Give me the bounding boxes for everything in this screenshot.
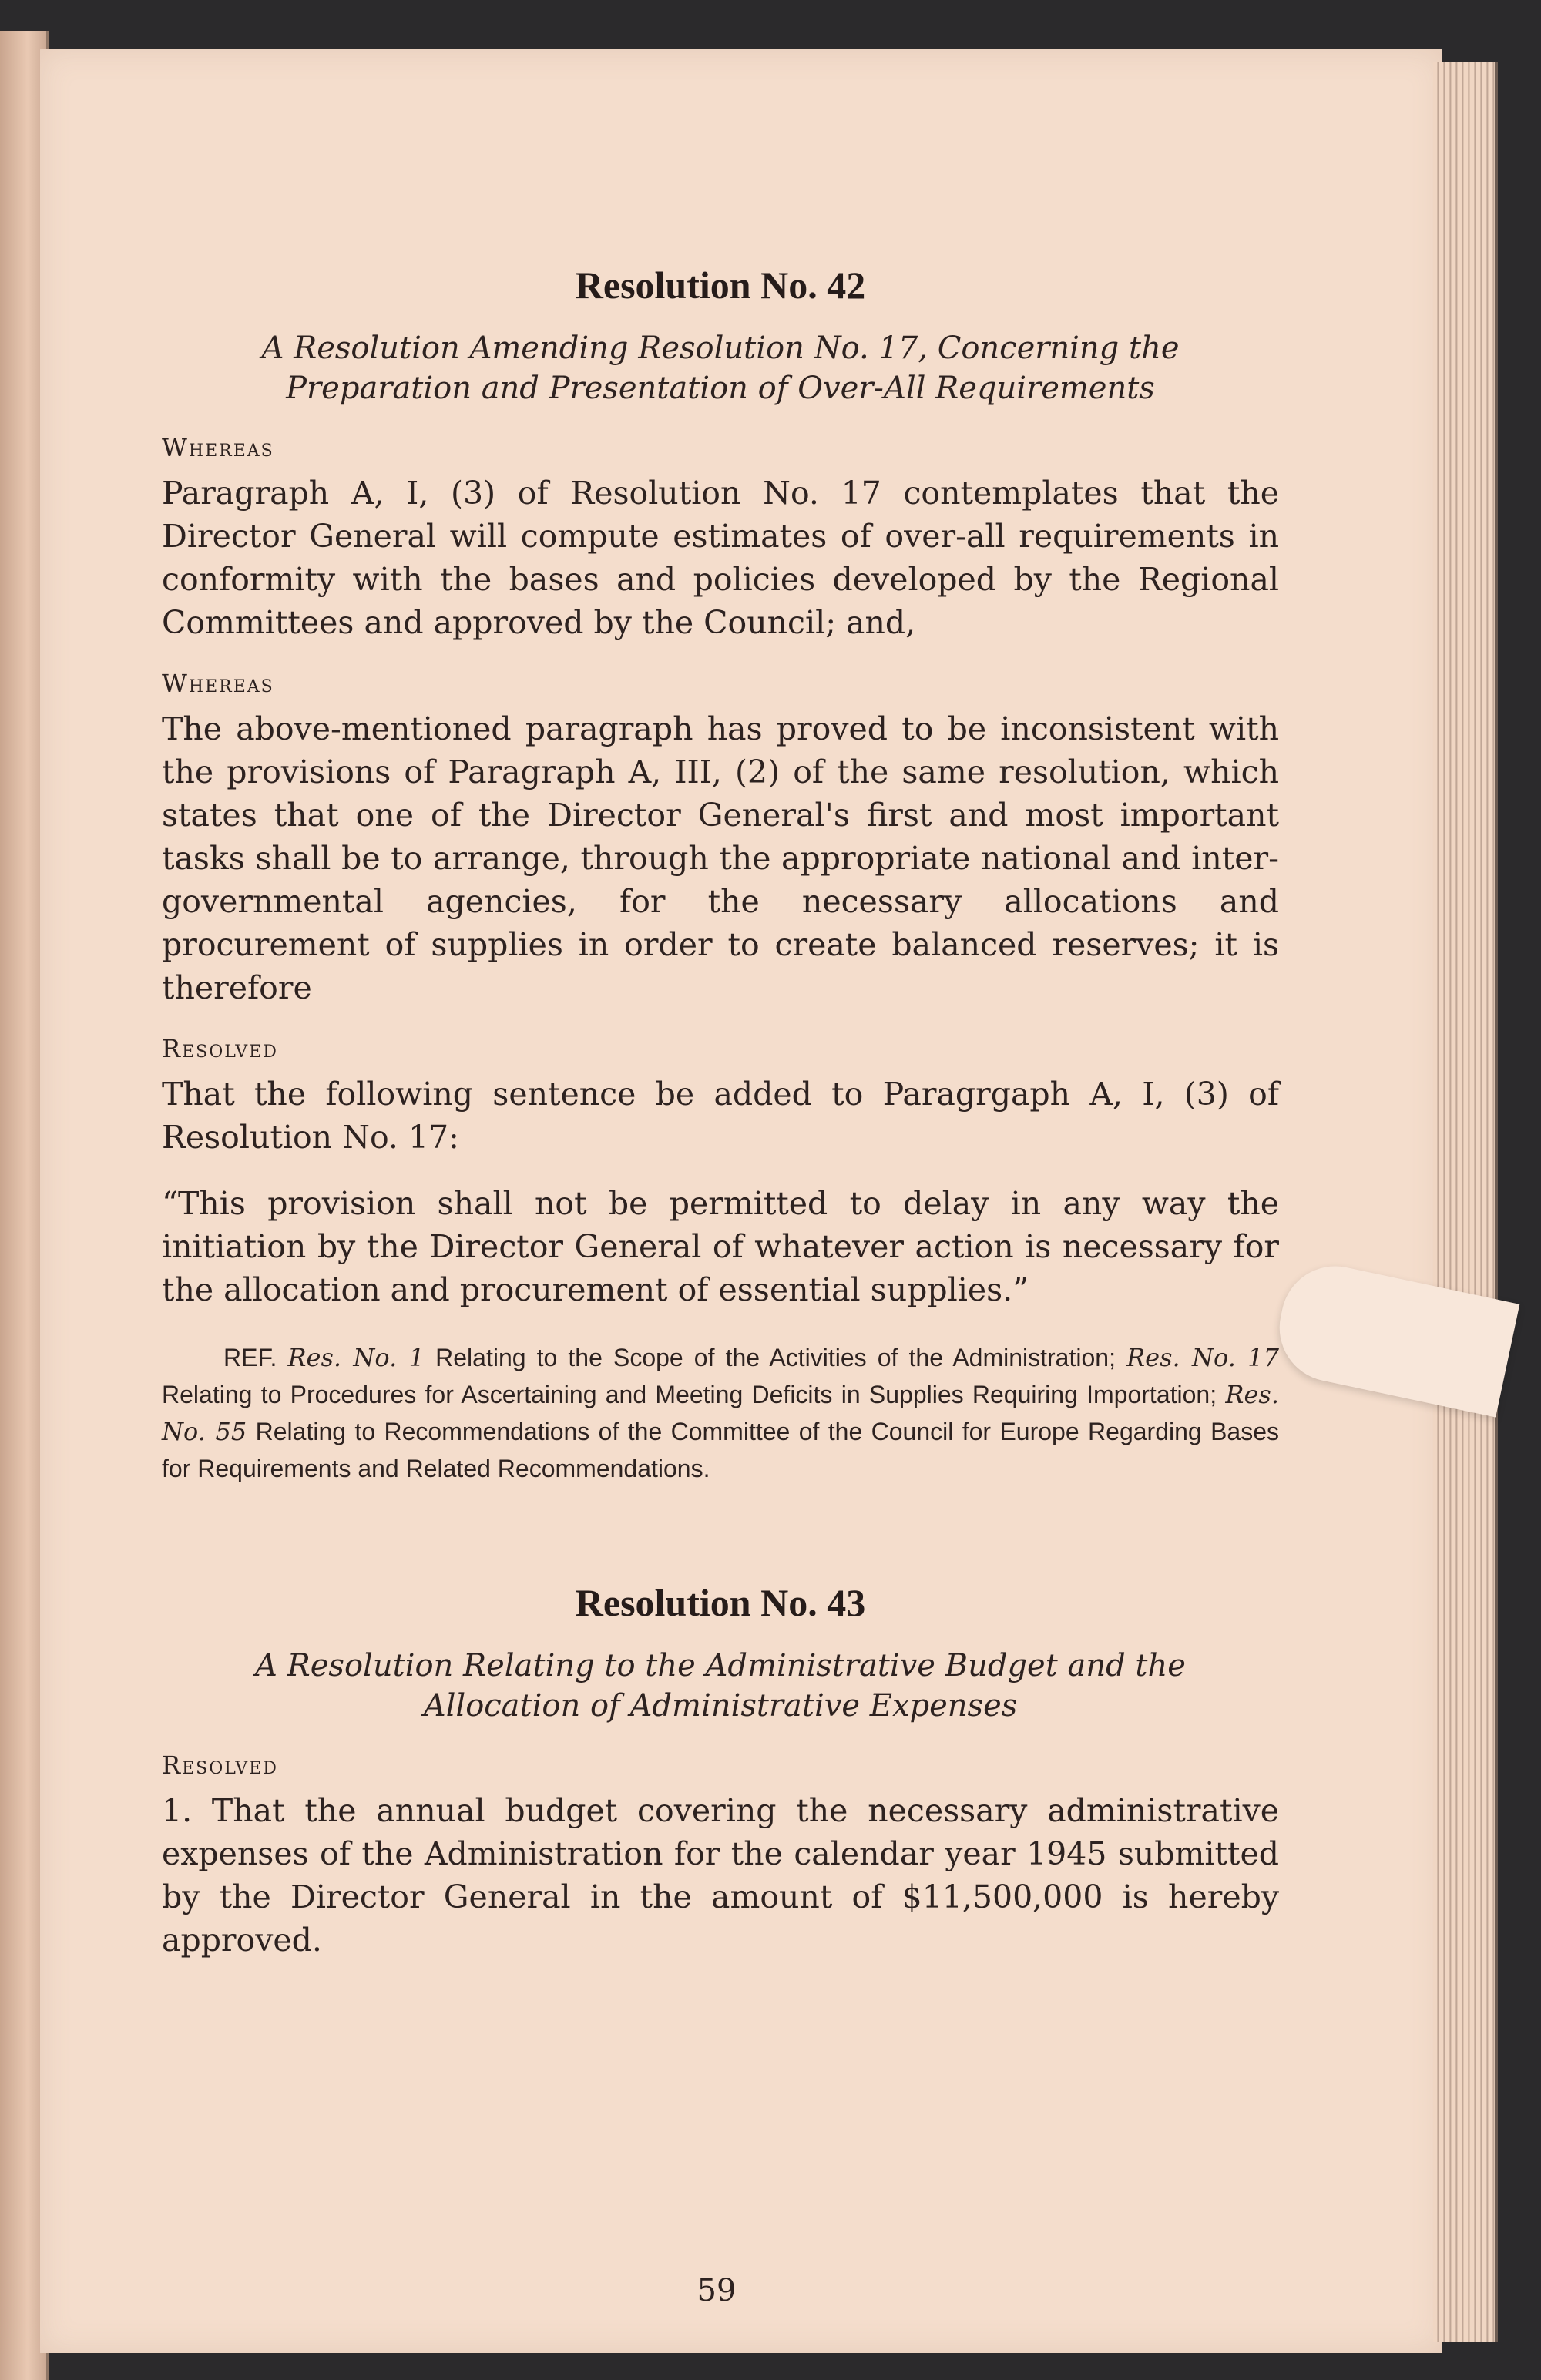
ref-text: Relating to Recommendations of the Committee of the Council for Europe Regarding Bases for Requirements and Related Recommendations. [162,1418,1280,1482]
resolution-42 [162,262,1279,1487]
ref-resolution: Res. No. 17 [1126,1343,1280,1372]
label-text: Whereas [162,433,274,462]
quoted-provision: “This provision shall not be permitted to delay in any way the initiation by the Director General of whatever action is necessary for the allocation and procurement of essential supplies.” [162,1185,1279,1308]
resolved-label [162,1031,1279,1066]
resolved-label [162,1747,1279,1783]
label-text: Resolved [162,1034,278,1063]
whereas-label [162,430,1279,465]
subtitle-line: Preparation and Presentation of Over-All Requirements [286,371,1155,406]
resolved-paragraph: That the following sentence be added to Paragrgaph A, I, (3) of Resolution No. 17: [162,1076,1279,1156]
whereas-paragraph: Paragraph A, I, (3) of Resolution No. 17 contemplates that the Director General will compute estimates of over-all requirements in conformity with the bases and policies developed by the Regional Committees and approved by the Council; and, [162,475,1279,641]
resolution-subtitle [162,1646,1279,1726]
label-text: Whereas [162,669,274,698]
page-number: 59 [697,2273,737,2308]
subtitle-line: A Resolution Relating to the Administrative Budget and the [255,1648,1186,1683]
ref-text: Relating to Procedures for Ascertaining and Meeting Deficits in Supplies Requiring Importation; [162,1381,1217,1408]
whereas-label [162,666,1279,701]
resolution-subtitle [162,328,1279,408]
resolution-43 [162,1579,1279,1962]
page-stack-edges [1433,62,1498,2342]
page-content [162,262,1279,1962]
ref-resolution: Res. No. 1 [287,1343,425,1372]
reference-note [162,1339,1279,1487]
resolved-paragraph: 1. That the annual budget covering the necessary administrative expenses of the Administration for the calendar year 1945 submitted by the Director General in the amount of $11,500,000 is hereby approved. [162,1792,1279,1959]
ref-lead: REF. [223,1344,277,1371]
resolution-title: Resolution No. 43 [575,1581,866,1624]
ref-text: Relating to the Scope of the Activities of the Administration; [425,1344,1116,1371]
subtitle-line: Allocation of Administrative Expenses [423,1688,1018,1724]
label-text: Resolved [162,1751,278,1780]
ref-resolution: Res. No. 55 [162,1380,1280,1446]
resolution-title: Resolution No. 42 [575,264,866,307]
subtitle-line: A Resolution Amending Resolution No. 17, Concerning the [261,331,1180,366]
whereas-paragraph: The above-mentioned paragraph has proved to be inconsistent with the provisions of Paragraph A, III, (2) of the same resolution, which states that one of the Director General's first and most important tasks shall be to arrange, through the appropriate national and inter-governmental agencies, for the necessary allocations and procurement of supplies in order to create balanced reserves; it is therefore [162,710,1279,1006]
